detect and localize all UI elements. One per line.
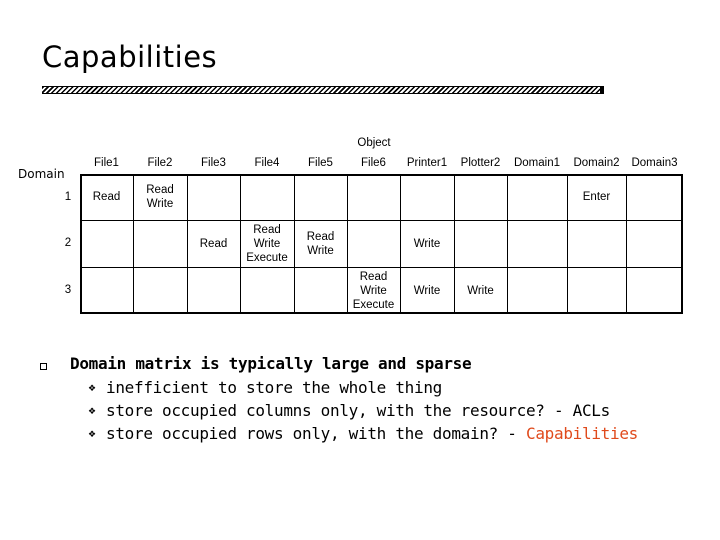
square-bullet-icon [40,363,47,370]
grid-vline [626,174,627,314]
matrix-cell-text: Read Write Execute [352,270,395,311]
column-header: File1 [94,157,119,169]
sub-bullet [40,424,700,447]
title-underline-end [600,86,604,94]
row-header: 2 [64,237,72,249]
grid-hline [80,220,683,221]
bullet-main [40,354,700,378]
matrix-cell-text: Read Write [306,230,335,257]
matrix-cell-text: Write [413,284,441,297]
matrix-cell-text: Read [199,237,228,250]
matrix-cell-text: Write [413,237,441,250]
matrix-cell [80,174,133,220]
diamond-bullet-icon: ❖ [88,430,97,440]
matrix-cell-text: Read [92,191,121,203]
column-header: Plotter2 [460,157,501,169]
matrix-cell [133,174,187,220]
matrix-cell-text: Enter [582,191,611,203]
object-axis-label: Object [357,137,391,149]
matrix-cell [347,267,400,314]
bullet-main-text: Domain matrix is typically large and sparse [70,354,472,373]
matrix-cell-text: Read Write Execute [246,223,288,264]
sub-bullet [40,378,700,401]
matrix-cell [400,220,454,267]
matrix-cell [240,220,294,267]
column-header: Domain1 [513,157,561,169]
column-header: File5 [308,157,333,169]
domain-axis-label: Domain [18,167,65,181]
sub-bullet-text: inefficient to store the whole thing [106,378,442,397]
column-header: File6 [361,157,386,169]
sub-bullet-text: store occupied columns only, with the resource? - ACLs [106,401,610,420]
slide-title: Capabilities [42,40,218,74]
column-header: File4 [254,157,280,169]
column-header: Printer1 [406,157,448,169]
column-header: Domain3 [631,157,678,169]
matrix-cell-text: Write [467,284,494,297]
row-header: 1 [64,191,72,203]
row-header: 3 [64,284,72,296]
column-header: File2 [147,157,173,169]
matrix-cell [567,174,626,220]
column-header: File3 [201,157,226,169]
column-header: Domain2 [573,157,620,169]
diamond-bullet-icon: ❖ [88,384,97,394]
matrix-cell [400,267,454,314]
matrix-cell [454,267,507,314]
bullet-list [40,354,700,447]
matrix-cell [187,220,240,267]
sub-bullet-text: store occupied rows only, with the domain? - Capabilities [106,424,638,443]
grid-vline [507,174,508,314]
matrix-cell-text: Read Write [146,184,174,210]
title-underline [42,86,602,94]
capabilities-highlight: Capabilities [525,424,638,443]
sub-bullet [40,401,700,424]
matrix-cell [294,220,347,267]
diamond-bullet-icon: ❖ [88,407,97,417]
